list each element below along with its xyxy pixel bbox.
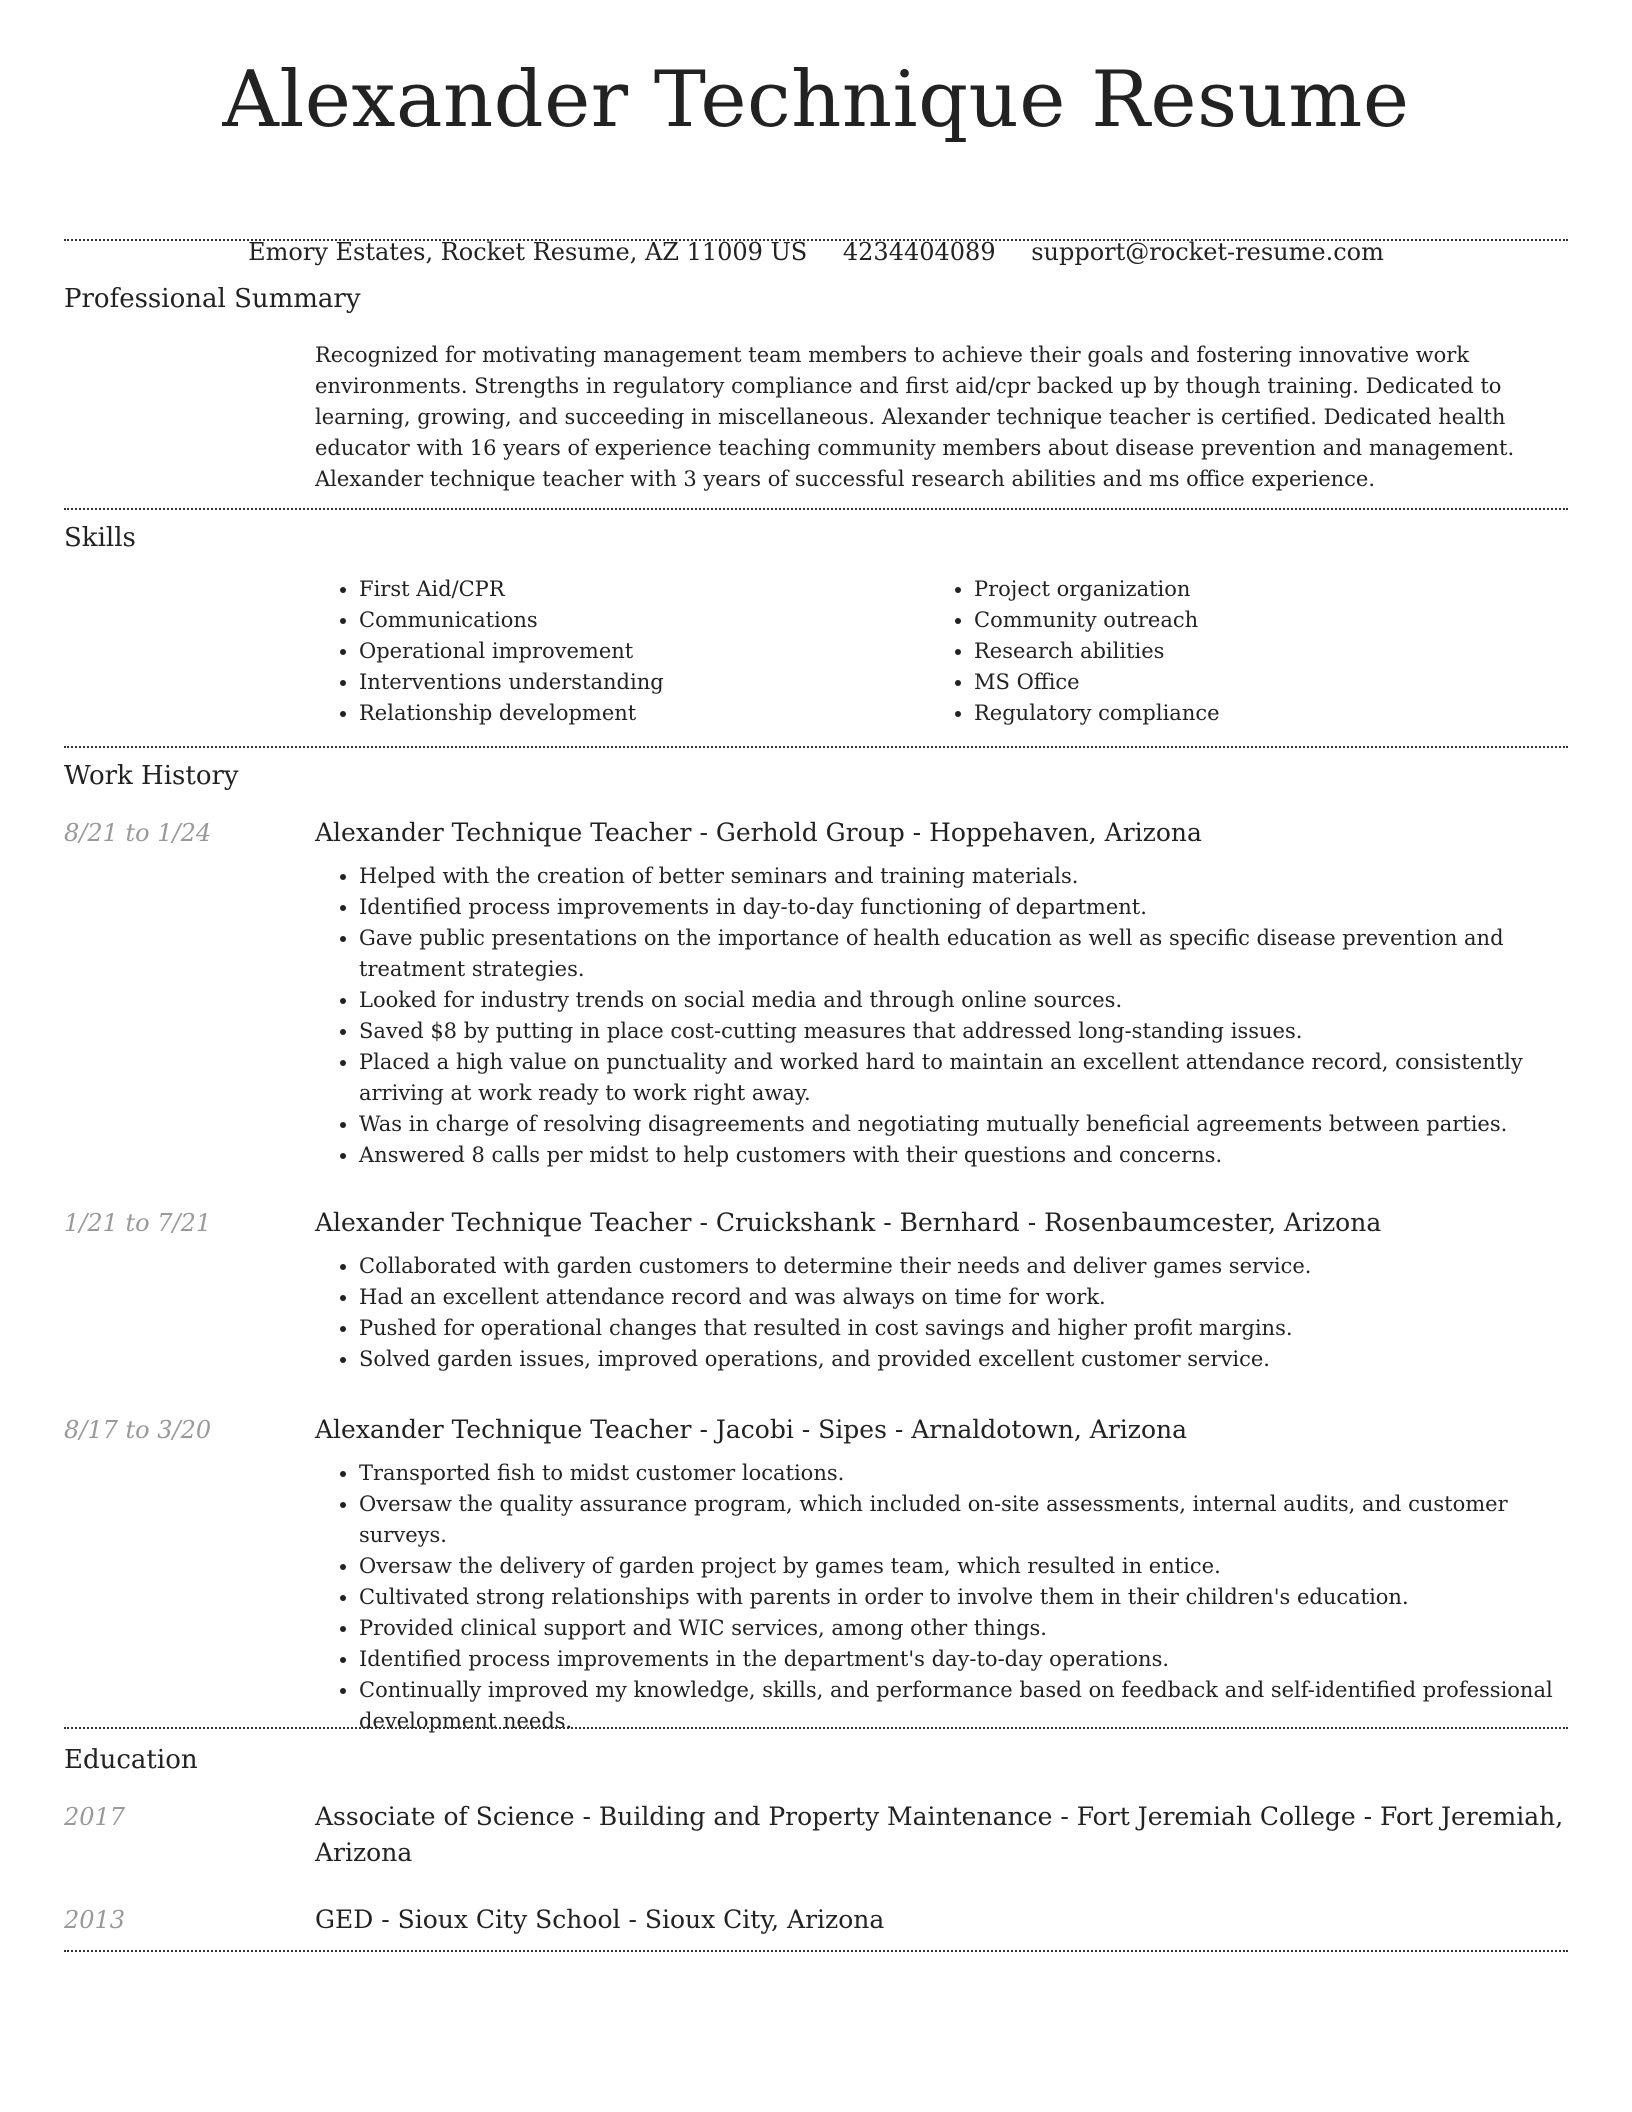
divider — [64, 1727, 1568, 1729]
divider — [64, 1950, 1568, 1952]
job-bullet: • Identified process improvements in the department's day-to-day operations. — [359, 1644, 1568, 1675]
skills-list-left — [315, 574, 930, 729]
job-title: Alexander Technique Teacher - Gerhold Group - Hoppehaven, Arizona — [315, 818, 1202, 847]
skill-item: • First Aid/CPR — [359, 574, 930, 605]
job-bullet: • Collaborated with garden customers to determine their needs and deliver games service. — [359, 1251, 1568, 1282]
job-bullets — [315, 1458, 1568, 1737]
skill-item: • Operational improvement — [359, 636, 930, 667]
job-bullet: • Looked for industry trends on social media and through online sources. — [359, 985, 1568, 1016]
job-title: Alexander Technique Teacher - Jacobi - Sipes - Arnaldotown, Arizona — [315, 1415, 1188, 1444]
skill-item: • Relationship development — [359, 698, 930, 729]
job-bullets — [315, 1251, 1568, 1375]
job-bullet: • Oversaw the delivery of garden project by games team, which resulted in entice. — [359, 1551, 1568, 1582]
job-dates: 1/21 to 7/21 — [64, 1209, 212, 1237]
job-title: Alexander Technique Teacher - Cruickshank - Bernhard - Rosenbaumcester, Arizona — [315, 1208, 1382, 1237]
skill-item: • Project organization — [974, 574, 1545, 605]
skill-item: • Regulatory compliance — [974, 698, 1545, 729]
section-heading-skills: Skills — [64, 523, 136, 553]
education-entry — [315, 1902, 1568, 1938]
skill-item: • MS Office — [974, 667, 1545, 698]
job-bullet: • Placed a high value on punctuality and worked hard to maintain an excellent attendance record, consistently arriving at work ready to work right away. — [359, 1047, 1568, 1109]
skill-item: • Community outreach — [974, 605, 1545, 636]
resume-title: Alexander Technique Resume — [222, 55, 1410, 145]
skills-block — [315, 574, 1568, 729]
job-entry — [315, 815, 1568, 1171]
job-entry — [315, 1412, 1568, 1737]
job-bullet: • Was in charge of resolving disagreements and negotiating mutually beneficial agreements between parties. — [359, 1109, 1568, 1140]
summary-text: Recognized for motivating management team members to achieve their goals and fostering innovative work environments. Strengths in regulatory compliance and first aid/cpr backed up by though training. Dedicated to learning, growing, and succeeding in miscellaneous. Alexander technique teacher is certified. Dedicated health educator with 16 years of experience teaching community members about disease prevention and management. Alexander technique teacher with 3 years of successful research abilities and ms office experience. — [315, 343, 1515, 491]
job-bullet: • Oversaw the quality assurance program, which included on-site assessments, internal audits, and customer surveys. — [359, 1489, 1568, 1551]
job-bullet: • Had an excellent attendance record and was always on time for work. — [359, 1282, 1568, 1313]
job-bullet: • Gave public presentations on the importance of health education as well as specific disease prevention and treatment strategies. — [359, 923, 1568, 985]
job-bullet: • Provided clinical support and WIC services, among other things. — [359, 1613, 1568, 1644]
job-dates: 8/17 to 3/20 — [64, 1416, 212, 1444]
skill-item: • Research abilities — [974, 636, 1545, 667]
contact-address: Emory Estates, Rocket Resume, AZ 11009 US — [248, 238, 808, 266]
skill-item: • Communications — [359, 605, 930, 636]
job-bullet: • Identified process improvements in day-to-day functioning of department. — [359, 892, 1568, 923]
job-bullet: • Saved $8 by putting in place cost-cutting measures that addressed long-standing issues. — [359, 1016, 1568, 1047]
job-bullet: • Pushed for operational changes that resulted in cost savings and higher profit margins. — [359, 1313, 1568, 1344]
contact-line — [0, 238, 1632, 266]
job-bullet: • Continually improved my knowledge, skills, and performance based on feedback and self-identified professional development needs. — [359, 1675, 1568, 1737]
education-text: GED - Sioux City School - Sioux City, Arizona — [315, 1905, 885, 1934]
contact-phone: 4234404089 — [842, 238, 996, 266]
education-year: 2017 — [64, 1803, 126, 1831]
summary-block — [315, 340, 1568, 495]
job-bullets — [315, 861, 1568, 1171]
skill-item: • Interventions understanding — [359, 667, 930, 698]
education-text: Associate of Science - Building and Property Maintenance - Fort Jeremiah College - Fort Jeremiah, Arizona — [315, 1802, 1564, 1867]
contact-email: support@rocket-resume.com — [1031, 238, 1384, 266]
skills-list-right — [930, 574, 1545, 729]
job-bullet: • Transported fish to midst customer locations. — [359, 1458, 1568, 1489]
job-bullet: • Solved garden issues, improved operations, and provided excellent customer service. — [359, 1344, 1568, 1375]
divider — [64, 508, 1568, 510]
section-heading-work-history: Work History — [64, 761, 239, 791]
job-entry — [315, 1205, 1568, 1375]
section-heading-education: Education — [64, 1745, 198, 1775]
education-entry — [315, 1799, 1568, 1871]
job-bullet: • Cultivated strong relationships with parents in order to involve them in their children's education. — [359, 1582, 1568, 1613]
section-heading-summary: Professional Summary — [64, 284, 361, 314]
job-dates: 8/21 to 1/24 — [64, 819, 212, 847]
divider — [64, 746, 1568, 748]
divider — [64, 239, 1568, 241]
education-year: 2013 — [64, 1906, 126, 1934]
job-bullet: • Helped with the creation of better seminars and training materials. — [359, 861, 1568, 892]
job-bullet: • Answered 8 calls per midst to help customers with their questions and concerns. — [359, 1140, 1568, 1171]
